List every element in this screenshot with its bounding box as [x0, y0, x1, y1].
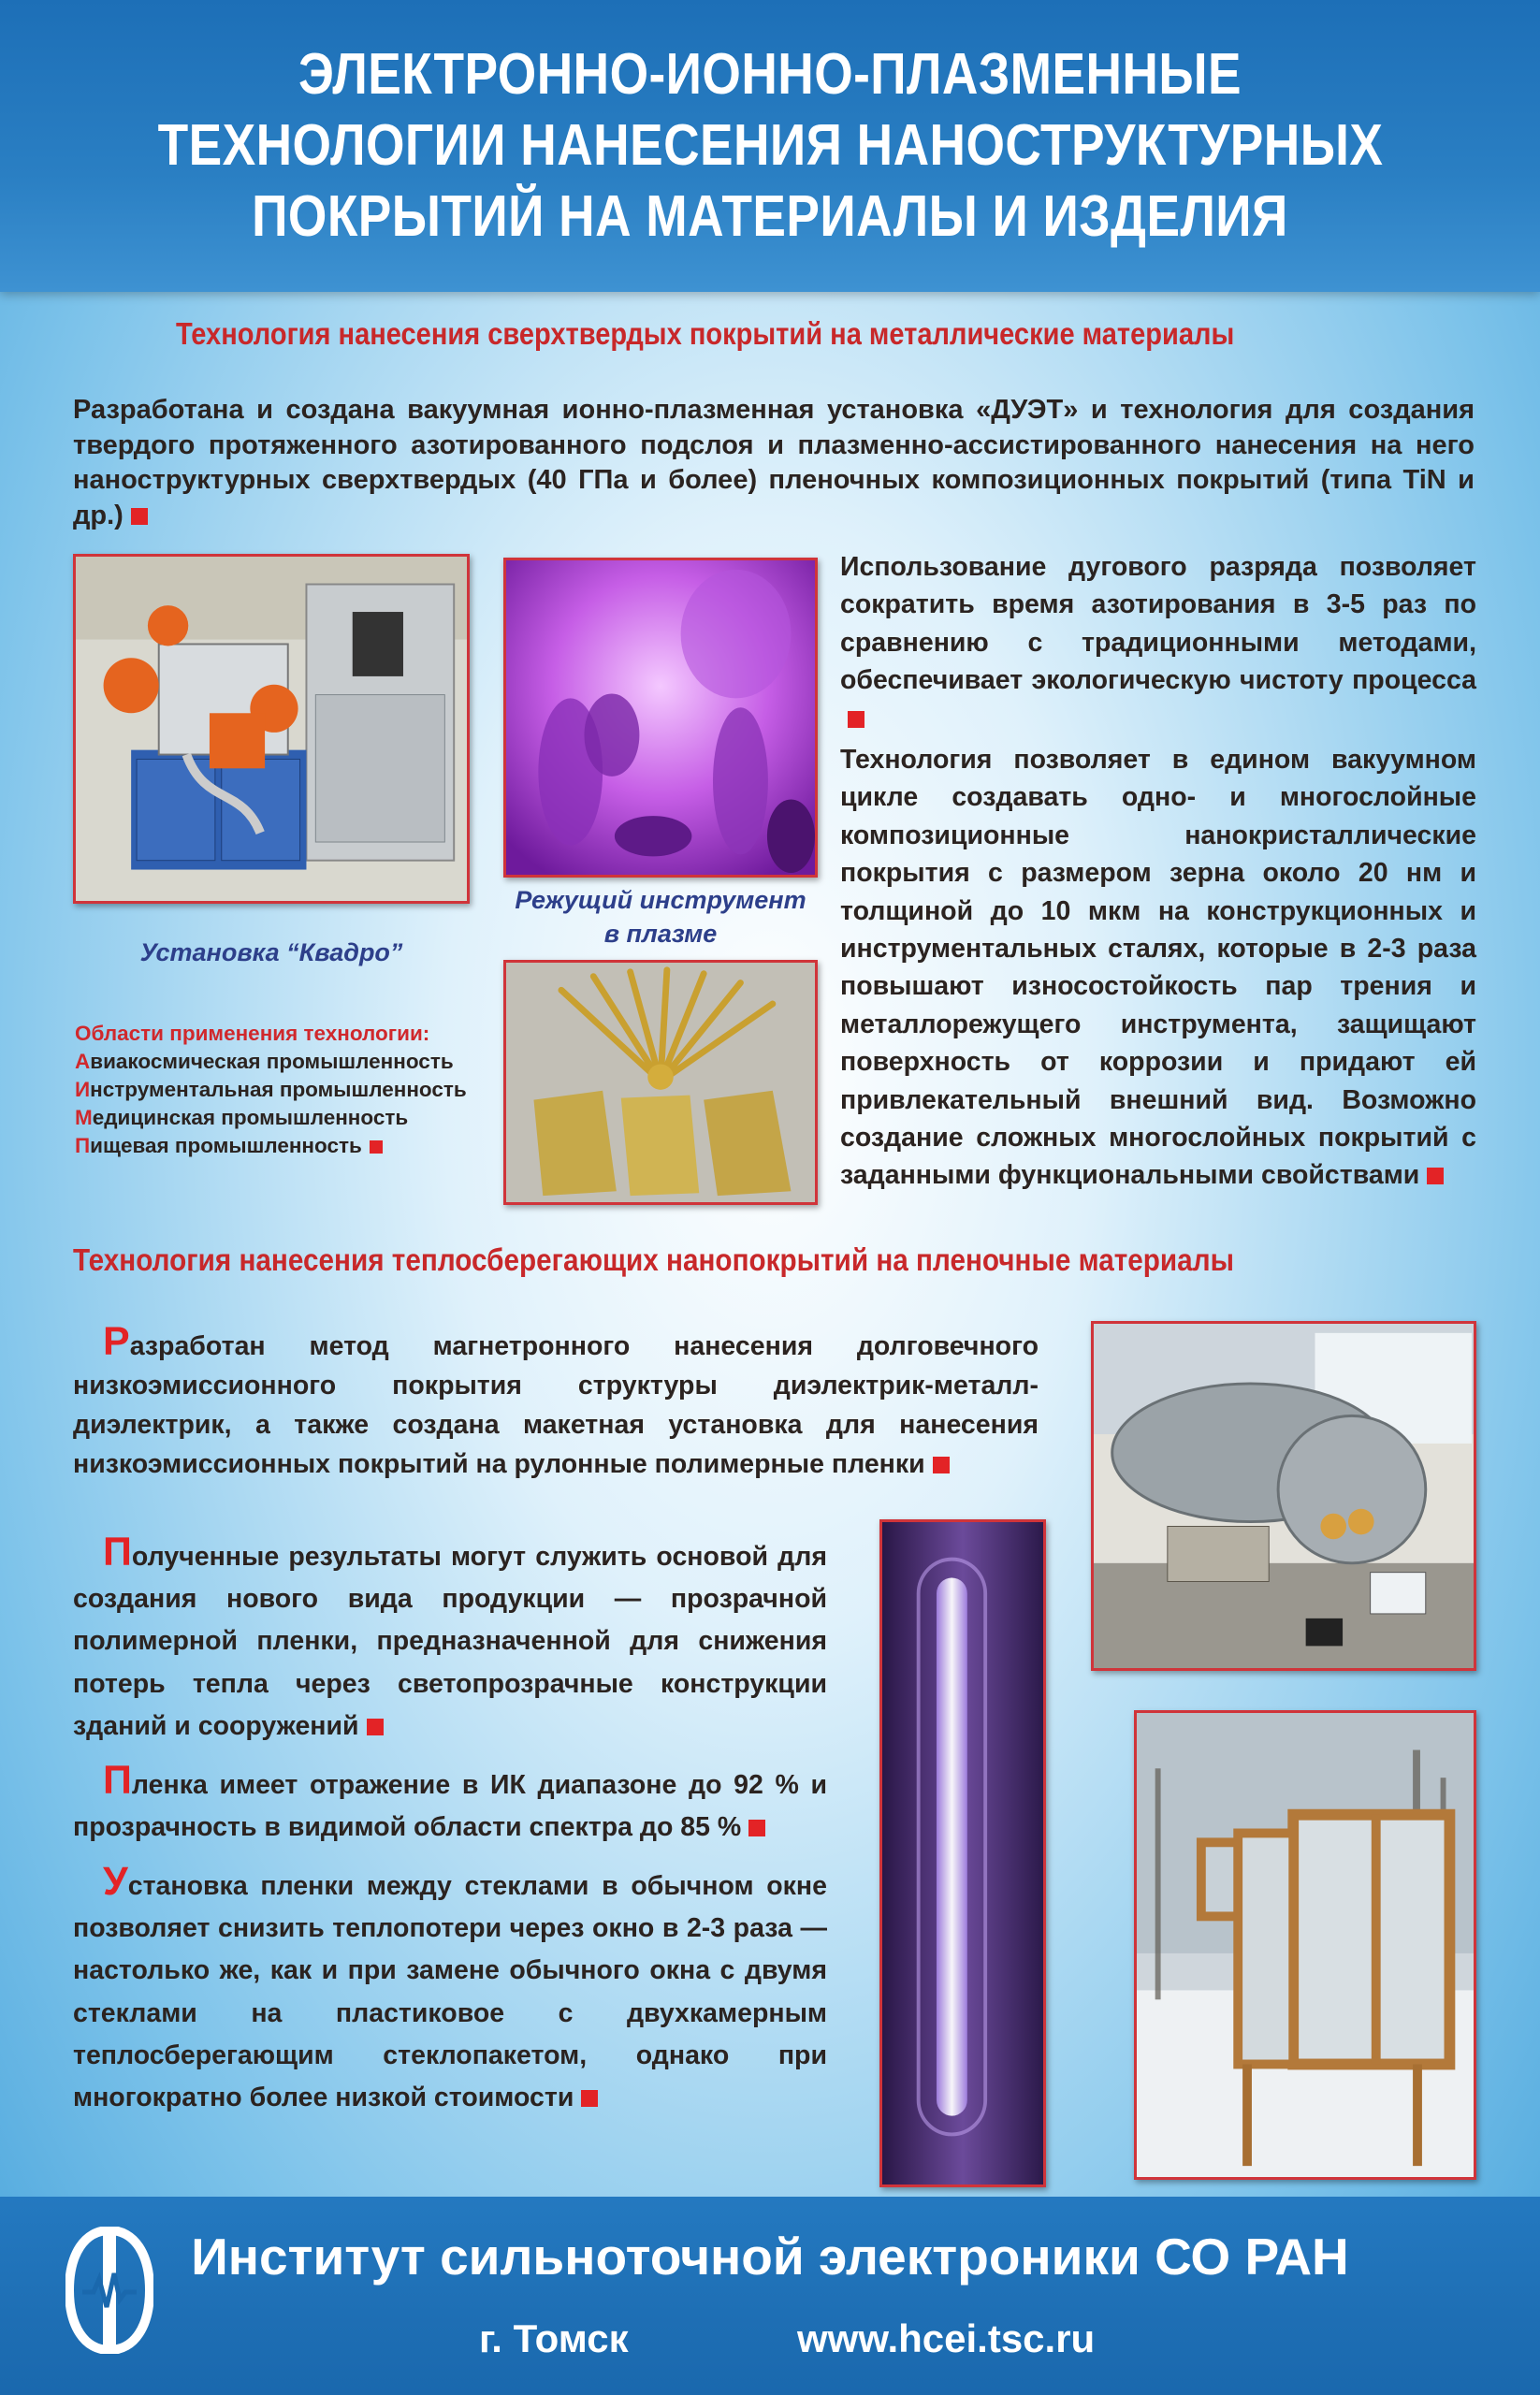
applications-item-text: виакосмическая промышленность [90, 1050, 454, 1073]
applications-item-text: нструментальная промышленность [90, 1078, 467, 1101]
section-1-right-para-2 [840, 741, 1476, 1195]
institute-name: Институт сильноточной электроники СО РАН [191, 2228, 1349, 2286]
section-1-right-para-1 [840, 548, 1476, 737]
photo-magnetron-installation [1091, 1321, 1476, 1671]
end-marker-icon [748, 1820, 765, 1836]
institute-logo-icon [65, 2227, 153, 2354]
applications-item-initial: П [75, 1134, 91, 1157]
end-marker-icon [367, 1719, 384, 1735]
section-2-para-1 [73, 1319, 1039, 1484]
applications-list [75, 1020, 505, 1160]
applications-item-text: ищевая промышленность [90, 1134, 362, 1157]
applications-item-text: едицинская промышленность [92, 1106, 409, 1129]
end-marker-icon [848, 711, 864, 728]
section-2-title: Технология нанесения теплосберегающих нанопокрытий на пленочные материалы [73, 1242, 1234, 1277]
applications-item-initial: М [75, 1106, 93, 1129]
section-2-para-4-text: становка пленки между стеклами в обычном окне позволяет снизить теплопотери через окно в 2-3 раза — настолько же, как и при замене обычного окна с двумя стеклами на пластиковое с двухкамерным теплосберегающим стеклопакетом, однако при многократно более низкой стоимости [73, 1871, 827, 2113]
poster-title-line-2: ТЕХНОЛОГИИ НАНЕСЕНИЯ НАНОСТРУКТУРНЫХ [157, 113, 1383, 178]
section-2-para-2-text: олученные результаты могут служить основой для создания нового вида продукции — прозрачной полимерной пленки, предназначенной для снижения потерь тепла через светопрозрачные конструкции зданий и сооружений [73, 1542, 827, 1741]
drop-capital: У [103, 1859, 128, 1904]
section-1-right-para-2-text: Технология позволяет в едином вакуумном цикле создавать одно- и многослойные композиционные нанокристаллические покрытия с размером зерна около 20 нм и толщиной до 10 мкм на конструкционных и инструментальных сталях, которые в 2-3 раза повышают износостойкость пар трения и металлорежущего инструмента, защищают поверхность от коррозии и придают ей привлекательный внешний вид. Возможно создание сложных многослойных покрытий с заданными функциональными свойствами [840, 745, 1476, 1191]
applications-title: Области применения технологии: [75, 1022, 430, 1045]
poster-title-line-3: ПОКРЫТИЙ НА МАТЕРИАЛЫ И ИЗДЕЛИЯ [252, 184, 1288, 249]
end-marker-icon [1427, 1168, 1444, 1184]
caption-tool-line-2: в плазме [603, 920, 718, 948]
applications-item [75, 1048, 505, 1076]
caption-installation: Установка “Квадро” [139, 938, 403, 966]
applications-item [75, 1076, 505, 1104]
photo-coated-tools [503, 960, 818, 1205]
applications-item [75, 1104, 505, 1132]
section-2-para-3 [73, 1758, 827, 1849]
drop-capital: П [103, 1758, 132, 1803]
section-2-para-3-text: ленка имеет отражение в ИК диапазоне до 92 % и прозрачность в видимой области спектра до 85 % [73, 1770, 827, 1842]
section-2-para-1-text: азработан метод магнетронного нанесения долговечного низкоэмиссионного покрытия структуры диэлектрик-металл-диэлектрик, а также создана макетная установка для нанесения низкоэмиссионных покрытий на рулонные полимерные пленки [73, 1331, 1039, 1479]
end-marker-icon [581, 2090, 598, 2107]
end-marker-icon [370, 1140, 383, 1154]
photo-window-winter [1134, 1710, 1476, 2180]
applications-item-initial: А [75, 1050, 91, 1073]
section-1-intro [73, 393, 1475, 533]
end-marker-icon [933, 1457, 950, 1473]
section-2-para-2 [73, 1530, 827, 1748]
end-marker-icon [131, 508, 148, 525]
section-1-title: Технология нанесения сверхтвердых покрытий на металлические материалы [176, 316, 1235, 351]
poster-header [0, 0, 1540, 292]
section-1-intro-text: Разработана и создана вакуумная ионно-плазменная установка «ДУЭТ» и технология для создания твердого протяженного азотированного подслоя и плазменно-ассистированного нанесения на него наноструктурных сверхтвердых (40 ГПа и более) пленочных композиционных покрытий (типа TiN и др.) [73, 395, 1475, 530]
institute-url[interactable]: www.hcei.tsc.ru [797, 2316, 1096, 2360]
drop-capital: П [103, 1530, 132, 1575]
caption-tool-in-plasma [503, 883, 818, 951]
photo-glow-discharge [879, 1519, 1046, 2187]
photo-installation-kvadro [73, 554, 470, 904]
applications-item-initial: И [75, 1078, 91, 1101]
drop-capital: Р [103, 1319, 130, 1364]
section-1-right-para-1-text: Использование дугового разряда позволяет сократить время азотирования в 3-5 раз по сравнению с традиционными методами, обеспечивает экологическую чистоту процесса [840, 552, 1476, 696]
poster-footer [0, 2197, 1540, 2395]
institute-city: г. Томск [479, 2316, 629, 2360]
photo-tool-in-plasma [503, 558, 818, 878]
poster-title-line-1: ЭЛЕКТРОННО-ИОННО-ПЛАЗМЕННЫЕ [298, 42, 1242, 107]
applications-item [75, 1132, 505, 1160]
section-2-para-4 [73, 1859, 827, 2119]
caption-tool-line-1: Режущий инструмент [515, 886, 806, 914]
